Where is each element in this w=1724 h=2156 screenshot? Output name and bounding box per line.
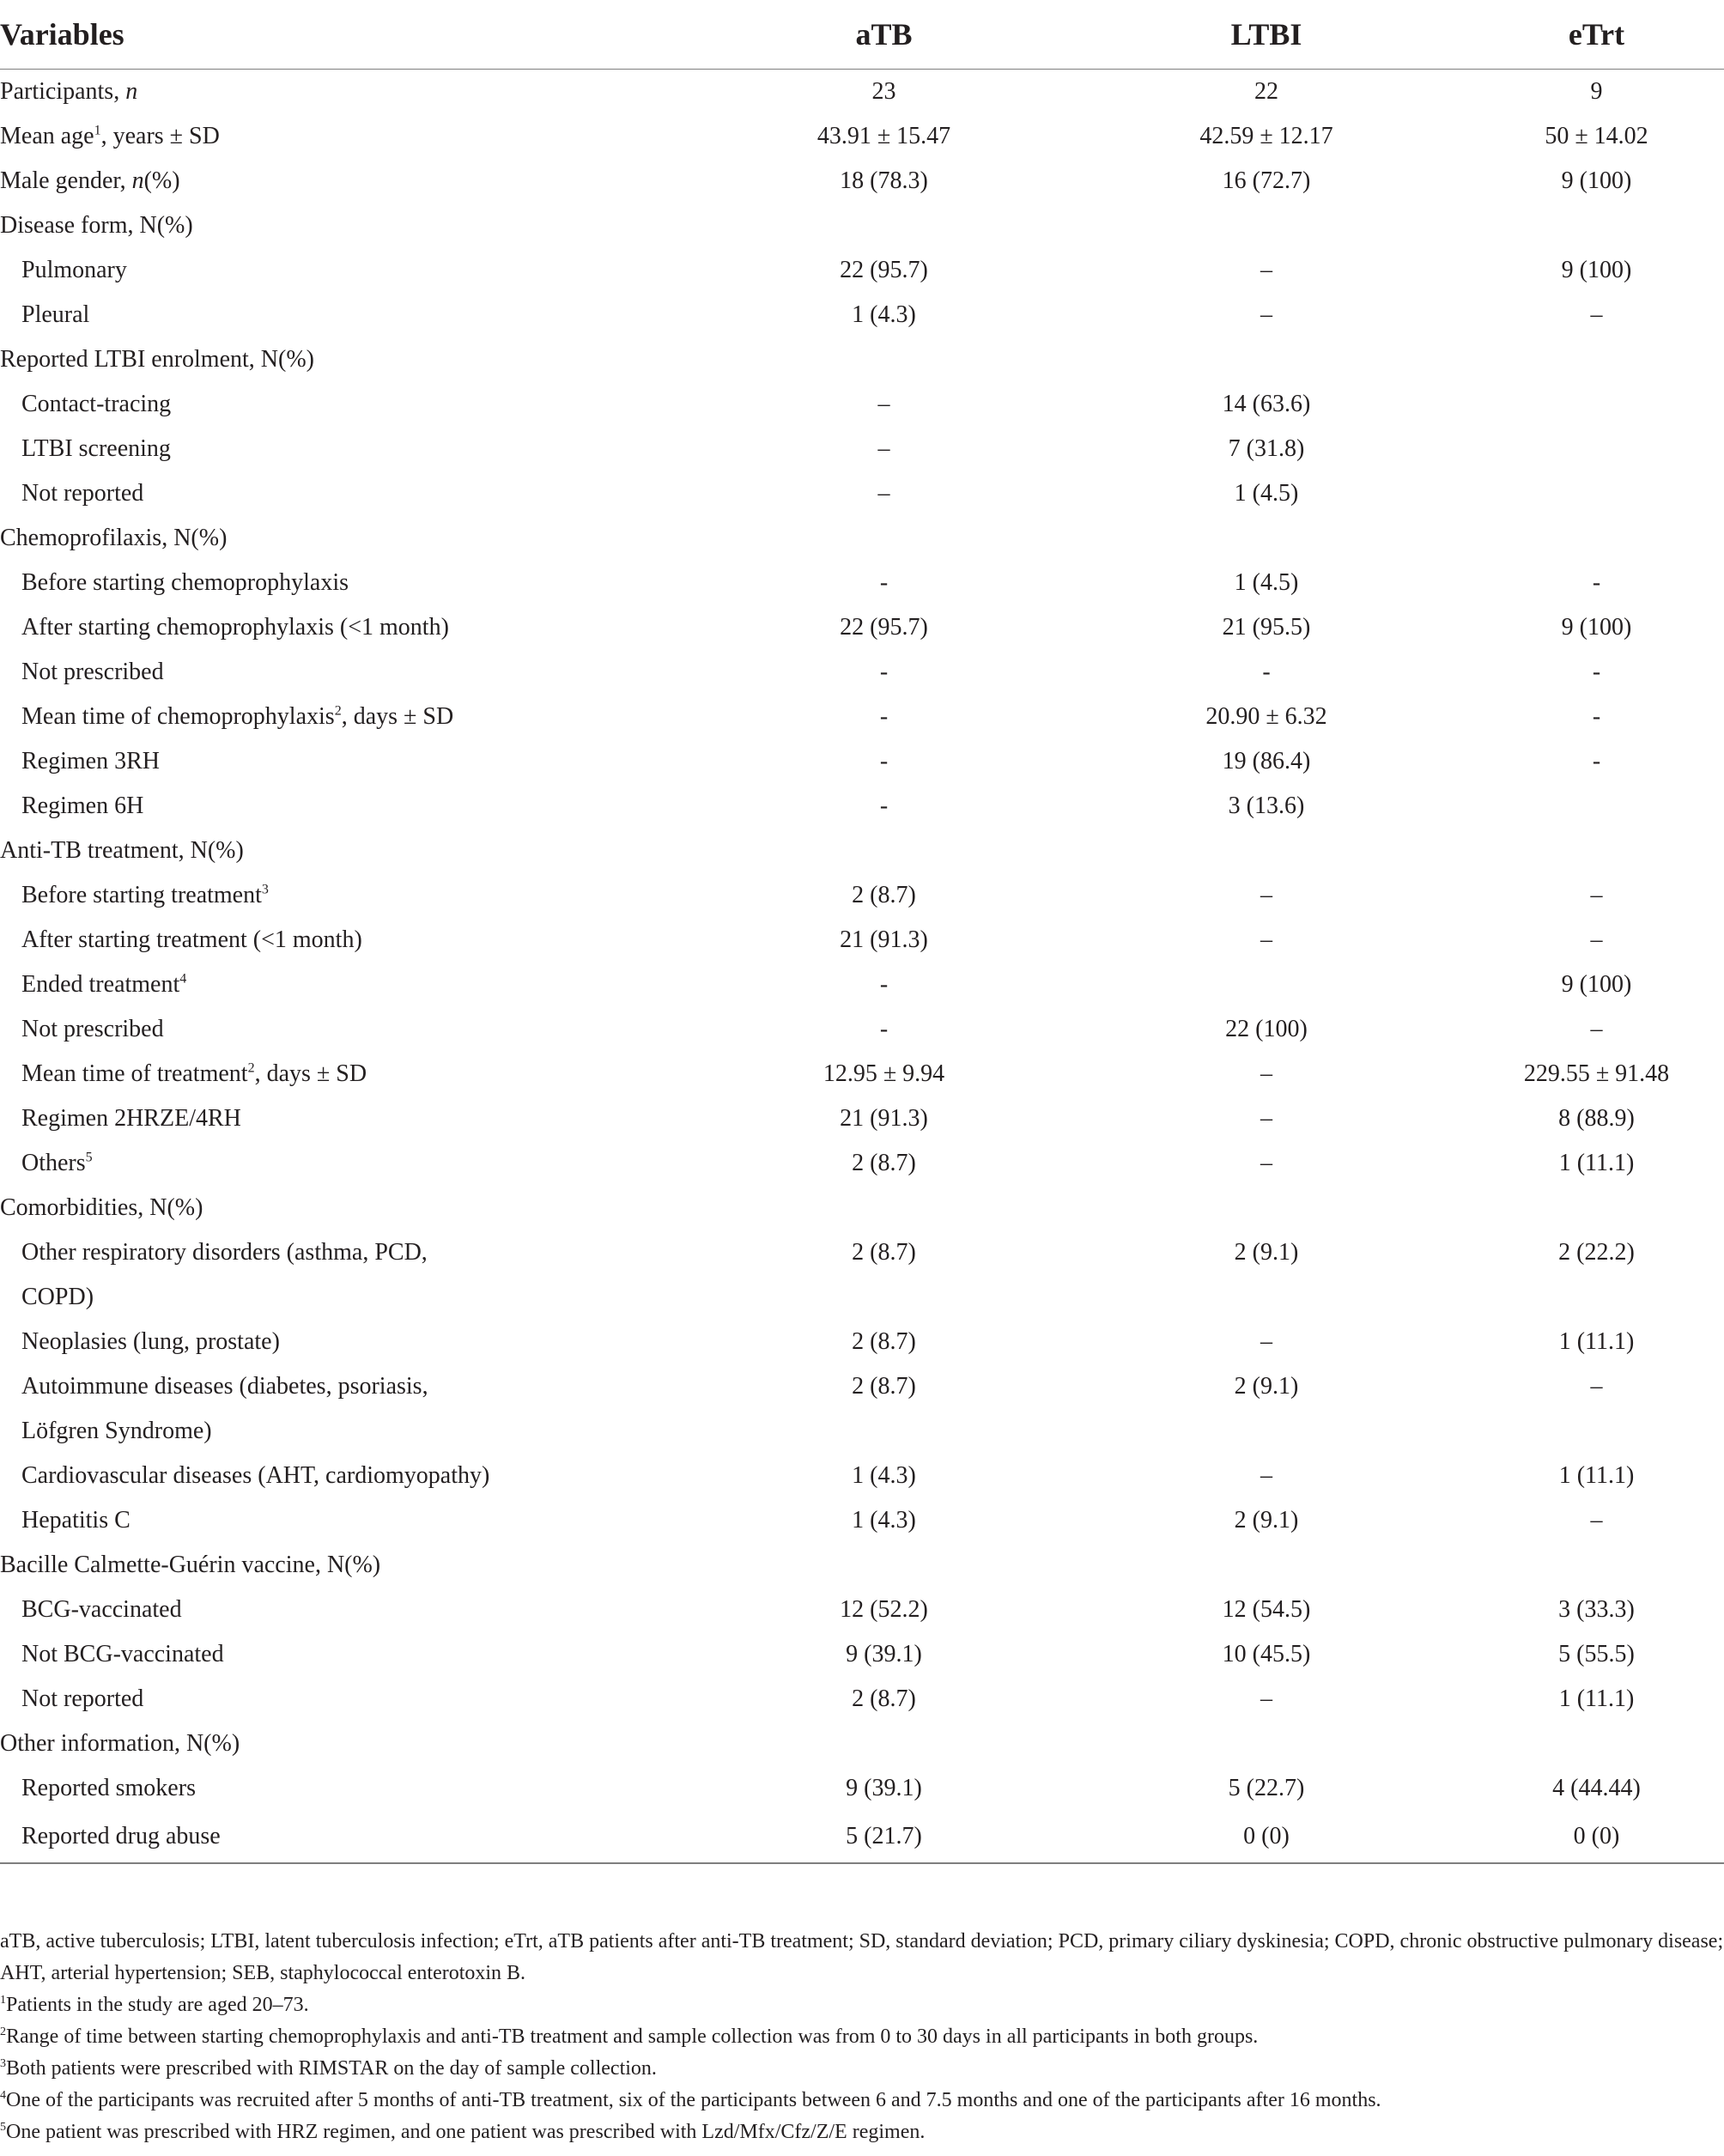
row-label-text: Reported LTBI enrolment, N(%) (0, 346, 314, 373)
table-row (0, 784, 1724, 829)
cell-ltbi: 14 (63.6) (1222, 391, 1311, 417)
cell-etrt: – (1590, 301, 1603, 328)
footnote-marker: 3 (261, 882, 269, 897)
cell-etrt: 229.55 ± 91.48 (1523, 1060, 1670, 1087)
row-label (0, 203, 704, 248)
table-row (0, 471, 1724, 516)
cell-etrt: 9 (100) (1561, 971, 1632, 998)
table-row (0, 427, 1724, 471)
row-label-text: Contact-tracing (21, 391, 172, 417)
cell-atb: - (879, 703, 889, 730)
footnote-list (0, 1989, 1724, 2148)
row-label-text: Reported smokers (21, 1775, 196, 1801)
cell-atb: 1 (4.3) (852, 1462, 916, 1489)
row-label-line2: Löfgren Syndrome) (21, 1418, 212, 1444)
footnote-mark: 4 (0, 2089, 6, 2102)
row-label (0, 427, 704, 471)
cell-atb (704, 829, 1064, 873)
cell-atb: 22 (95.7) (840, 614, 928, 641)
table-row (0, 739, 1724, 784)
footnote (0, 2053, 1724, 2085)
cell-ltbi (1064, 963, 1469, 1007)
cell-atb: 1 (4.3) (852, 1507, 916, 1533)
row-label-text: Participants, (0, 78, 126, 105)
cell-etrt: 3 (33.3) (1558, 1596, 1635, 1623)
row-label (0, 1677, 704, 1722)
row-label (0, 382, 704, 427)
cell-atb: 9 (39.1) (846, 1641, 922, 1667)
cell-ltbi: 7 (31.8) (1228, 435, 1305, 462)
cell-ltbi: 42.59 ± 12.17 (1199, 123, 1333, 149)
row-label-suffix: (%) (143, 167, 180, 194)
row-label-text: Bacille Calmette-Guérin vaccine, N(%) (0, 1552, 381, 1578)
table-row (0, 382, 1724, 427)
table-row (0, 203, 1724, 248)
table-row (0, 1632, 1724, 1677)
cell-ltbi: 19 (86.4) (1222, 748, 1311, 774)
cell-etrt (1469, 516, 1724, 561)
footnote-text: Patients in the study are aged 20–73. (6, 1994, 309, 2016)
cell-atb: - (879, 1016, 889, 1042)
cell-etrt: - (1592, 703, 1601, 730)
cell-atb: 12.95 ± 9.94 (823, 1060, 945, 1087)
row-label (0, 70, 704, 115)
table-row (0, 1811, 1724, 1863)
table-row (0, 1722, 1724, 1766)
cell-atb: – (877, 480, 890, 507)
cell-ltbi: 21 (95.5) (1222, 614, 1311, 641)
cell-etrt (1469, 337, 1724, 382)
row-label (0, 784, 704, 829)
row-label-text: Chemoprofilaxis, N(%) (0, 525, 228, 551)
row-label (0, 1141, 704, 1186)
row-label-text: Others (21, 1150, 86, 1176)
footnote-marker: 5 (85, 1150, 93, 1165)
table-header-row (0, 0, 1724, 70)
cell-ltbi: 10 (45.5) (1222, 1641, 1311, 1667)
cell-etrt: 4 (44.44) (1552, 1775, 1641, 1801)
table-row (0, 873, 1724, 918)
row-label-line2: COPD) (21, 1284, 94, 1310)
cell-etrt (1469, 1722, 1724, 1766)
table-row (0, 1498, 1724, 1543)
footnote (0, 2085, 1724, 2117)
row-label (0, 248, 704, 293)
cell-atb: 1 (4.3) (852, 301, 916, 328)
row-label-text: Disease form, N(%) (0, 212, 193, 239)
cell-etrt: 5 (55.5) (1558, 1641, 1635, 1667)
cell-etrt (1469, 427, 1724, 471)
row-label-text: Not prescribed (21, 1016, 164, 1042)
cell-ltbi: 1 (4.5) (1234, 569, 1299, 596)
row-label (0, 1052, 704, 1096)
cell-atb: - (879, 971, 889, 998)
row-label-suffix: , days ± SD (341, 703, 454, 730)
cell-ltbi (1064, 516, 1469, 561)
cell-etrt: - (1592, 569, 1601, 596)
cell-ltbi: – (1260, 1328, 1272, 1355)
row-label-text: LTBI screening (21, 435, 171, 462)
cell-etrt (1469, 1186, 1724, 1230)
row-label (0, 873, 704, 918)
row-label (0, 1588, 704, 1632)
table-row (0, 1677, 1724, 1722)
cell-ltbi: – (1260, 926, 1272, 953)
footnote-text: One patient was prescribed with HRZ regimen, and one patient was prescribed with Lzd/Mfx/Cfz/Z/E regimen. (6, 2121, 926, 2143)
row-label-text: Ended treatment (21, 971, 180, 998)
cell-ltbi: – (1260, 1105, 1272, 1132)
row-label-text: Other information, N(%) (0, 1730, 240, 1757)
table-row (0, 1364, 1724, 1454)
table-row (0, 293, 1724, 337)
row-label-text: Neoplasies (lung, prostate) (21, 1328, 280, 1355)
cell-etrt: - (1592, 748, 1601, 774)
table-row (0, 1007, 1724, 1052)
cell-atb: 22 (95.7) (840, 257, 928, 283)
cell-atb: 2 (8.7) (852, 1150, 916, 1176)
footnote-abbreviations: aTB, active tuberculosis; LTBI, latent tuberculosis infection; eTrt, aTB patients after anti-TB treatment; SD, standard deviation; PCD, primary ciliary dyskinesia; COPD, chronic obstructive pulmonary disease; AHT, arterial hypertension; SEB, staphylococcal enterotoxin B. (0, 1930, 1724, 1984)
cell-ltbi: 16 (72.7) (1222, 167, 1311, 194)
cell-etrt: 2 (22.2) (1558, 1239, 1635, 1266)
cell-ltbi (1064, 337, 1469, 382)
footnote-text: Range of time between starting chemoprophylaxis and anti-TB treatment and sample collection was from 0 to 30 days in all participants in both groups. (6, 2025, 1259, 2048)
row-label-text: Male gender, (0, 167, 132, 194)
cell-atb: – (877, 435, 890, 462)
footnote-marker: 2 (247, 1060, 255, 1076)
row-label-text: BCG-vaccinated (21, 1596, 182, 1623)
cell-etrt: 1 (11.1) (1558, 1328, 1635, 1355)
cell-etrt: 50 ± 14.02 (1545, 123, 1648, 149)
table-row (0, 248, 1724, 293)
cell-etrt (1469, 784, 1724, 829)
row-label (0, 1096, 704, 1141)
cell-ltbi: – (1260, 882, 1272, 908)
row-label (0, 829, 704, 873)
row-label-text: Hepatitis C (21, 1507, 131, 1533)
cell-ltbi (1064, 1186, 1469, 1230)
row-label-text: Mean age (0, 123, 94, 149)
row-label-text: Pulmonary (21, 257, 127, 283)
table-row (0, 337, 1724, 382)
cell-atb (704, 516, 1064, 561)
row-label-text: Other respiratory disorders (asthma, PCD, (21, 1239, 428, 1266)
cell-etrt: – (1590, 882, 1603, 908)
table-row (0, 1052, 1724, 1096)
row-label-text: Not reported (21, 480, 144, 507)
cell-etrt: – (1590, 1373, 1603, 1400)
cell-ltbi: – (1260, 1150, 1272, 1176)
cell-ltbi: – (1260, 301, 1272, 328)
row-label (0, 516, 704, 561)
footnote-text: Both patients were prescribed with RIMSTAR on the day of sample collection. (6, 2057, 657, 2080)
table-row (0, 1588, 1724, 1632)
cell-atb: - (879, 748, 889, 774)
footnote-mark: 5 (0, 2121, 6, 2134)
table-body (0, 70, 1724, 1864)
cell-ltbi: 3 (13.6) (1228, 793, 1305, 819)
row-label (0, 471, 704, 516)
cell-atb: 12 (52.2) (840, 1596, 928, 1623)
cell-atb (704, 1722, 1064, 1766)
row-label-text: Not BCG-vaccinated (21, 1641, 224, 1667)
footnote (0, 2021, 1724, 2053)
footnote-mark: 3 (0, 2057, 6, 2070)
cell-atb: 9 (39.1) (846, 1775, 922, 1801)
table-row (0, 695, 1724, 739)
footnote (0, 1989, 1724, 2021)
cell-ltbi: 22 (1254, 78, 1278, 105)
row-label-italic: n (131, 167, 144, 194)
row-label-text: Cardiovascular diseases (AHT, cardiomyopathy) (21, 1462, 490, 1489)
cell-atb: 43.91 ± 15.47 (816, 123, 951, 149)
cell-ltbi (1064, 203, 1469, 248)
row-label-italic: n (125, 78, 138, 105)
cell-etrt: 0 (0) (1469, 1811, 1724, 1863)
footnote (0, 2117, 1724, 2148)
header-ltbi: LTBI (1064, 0, 1469, 70)
cell-ltbi: - (1262, 659, 1271, 685)
table-row (0, 1096, 1724, 1141)
row-label-suffix: , years ± SD (100, 123, 220, 149)
row-label (0, 1543, 704, 1588)
table-row (0, 70, 1724, 115)
row-label-text: Not prescribed (21, 659, 164, 685)
row-label-text: Regimen 6H (21, 793, 144, 819)
cell-etrt (1469, 203, 1724, 248)
table-row (0, 516, 1724, 561)
cell-etrt: - (1592, 659, 1601, 685)
row-label-text: Before starting chemoprophylaxis (21, 569, 349, 596)
table-footnotes (0, 1926, 1724, 2148)
cell-atb: 21 (91.3) (840, 1105, 928, 1132)
table-row (0, 829, 1724, 873)
row-label-text: Autoimmune diseases (diabetes, psoriasis, (21, 1373, 428, 1400)
row-label-text: After starting chemoprophylaxis (<1 month) (21, 614, 449, 641)
cell-ltbi: – (1260, 257, 1272, 283)
table-row (0, 918, 1724, 963)
footnote-text: One of the participants was recruited after 5 months of anti-TB treatment, six of the participants between 6 and 7.5 months and one of the participants after 16 months. (6, 2089, 1381, 2111)
row-label (0, 1632, 704, 1677)
cell-atb: - (879, 659, 889, 685)
cell-ltbi: 1 (4.5) (1234, 480, 1299, 507)
cell-ltbi: 0 (0) (1064, 1811, 1469, 1863)
table-row (0, 1141, 1724, 1186)
header-etrt: eTrt (1469, 0, 1724, 70)
cell-atb: 2 (8.7) (852, 882, 916, 908)
table-row (0, 114, 1724, 159)
row-label-suffix: , days ± SD (254, 1060, 367, 1087)
table-row (0, 1543, 1724, 1588)
row-label (0, 1320, 704, 1364)
cell-ltbi (1064, 1722, 1469, 1766)
cell-atb (704, 203, 1064, 248)
cell-atb: 2 (8.7) (852, 1328, 916, 1355)
table-row (0, 650, 1724, 695)
cell-etrt: 9 (100) (1561, 167, 1632, 194)
cell-etrt: 1 (11.1) (1558, 1150, 1635, 1176)
row-label (0, 293, 704, 337)
row-label (0, 1186, 704, 1230)
cell-ltbi: 2 (9.1) (1234, 1239, 1299, 1266)
row-label-text: Regimen 2HRZE/4RH (21, 1105, 241, 1132)
cell-atb (704, 1543, 1064, 1588)
row-label (0, 114, 704, 159)
cell-etrt: 9 (100) (1561, 257, 1632, 283)
row-label (0, 1811, 704, 1863)
cell-ltbi: – (1260, 1685, 1272, 1712)
table-row (0, 159, 1724, 203)
row-label (0, 605, 704, 650)
table-row (0, 963, 1724, 1007)
row-label (0, 1766, 704, 1811)
cell-ltbi: 20.90 ± 6.32 (1205, 703, 1327, 730)
cell-etrt (1469, 471, 1724, 516)
cell-atb: 23 (871, 78, 896, 105)
cell-etrt: – (1590, 1016, 1603, 1042)
cell-atb: - (879, 569, 889, 596)
cell-ltbi: 2 (9.1) (1234, 1373, 1299, 1400)
row-label (0, 1722, 704, 1766)
cell-etrt: 1 (11.1) (1558, 1685, 1635, 1712)
row-label (0, 159, 704, 203)
row-label (0, 918, 704, 963)
row-label (0, 739, 704, 784)
cell-atb: 18 (78.3) (840, 167, 928, 194)
row-label (0, 1007, 704, 1052)
cell-atb (704, 337, 1064, 382)
table-row (0, 1454, 1724, 1498)
cell-atb: 2 (8.7) (852, 1239, 916, 1266)
footnote-mark: 2 (0, 2025, 6, 2038)
row-label (0, 963, 704, 1007)
header-variables: Variables (0, 0, 704, 70)
cell-etrt: 9 (100) (1561, 614, 1632, 641)
table-row (0, 561, 1724, 605)
row-label-text: Not reported (21, 1685, 144, 1712)
row-label (0, 1364, 704, 1454)
cell-ltbi: 12 (54.5) (1222, 1596, 1311, 1623)
row-label (0, 337, 704, 382)
row-label (0, 561, 704, 605)
row-label-text: Comorbidities, N(%) (0, 1194, 203, 1221)
footnote-marker: 1 (94, 123, 101, 138)
footnote-marker: 2 (334, 703, 342, 719)
cell-atb (704, 1186, 1064, 1230)
table-row (0, 1320, 1724, 1364)
row-label (0, 1454, 704, 1498)
row-label-text: Mean time of treatment (21, 1060, 248, 1087)
cell-etrt: 1 (11.1) (1558, 1462, 1635, 1489)
cell-ltbi: – (1260, 1060, 1272, 1087)
row-label-text: Anti-TB treatment, N(%) (0, 837, 244, 864)
row-label (0, 695, 704, 739)
cell-ltbi: – (1260, 1462, 1272, 1489)
cell-etrt: 8 (88.9) (1558, 1105, 1635, 1132)
cell-etrt (1469, 1543, 1724, 1588)
cell-ltbi (1064, 1543, 1469, 1588)
cell-atb: 2 (8.7) (852, 1685, 916, 1712)
footnote-marker: 4 (179, 971, 187, 987)
row-label (0, 650, 704, 695)
cell-etrt: 9 (1590, 78, 1603, 105)
cell-atb: 5 (21.7) (704, 1811, 1064, 1863)
row-label-text: Mean time of chemoprophylaxis (21, 703, 335, 730)
row-label-text: Pleural (21, 301, 90, 328)
table-row (0, 605, 1724, 650)
row-label (0, 1498, 704, 1543)
row-label-text: Before starting treatment (21, 882, 262, 908)
cell-atb: 2 (8.7) (852, 1373, 916, 1400)
cell-etrt: – (1590, 1507, 1603, 1533)
cell-atb: - (879, 793, 889, 819)
cell-etrt (1469, 829, 1724, 873)
row-label-text: Regimen 3RH (21, 748, 160, 774)
table-row (0, 1230, 1724, 1320)
row-label-text: Reported drug abuse (21, 1823, 221, 1849)
cell-ltbi: 22 (100) (1225, 1016, 1308, 1042)
cell-atb: 21 (91.3) (840, 926, 928, 953)
header-atb: aTB (704, 0, 1064, 70)
cell-ltbi: 5 (22.7) (1228, 1775, 1305, 1801)
cell-ltbi (1064, 829, 1469, 873)
cell-etrt: – (1590, 926, 1603, 953)
footnote-mark: 1 (0, 1994, 6, 2007)
row-label (0, 1230, 704, 1320)
table-row (0, 1186, 1724, 1230)
cell-ltbi: 2 (9.1) (1234, 1507, 1299, 1533)
row-label-text: After starting treatment (<1 month) (21, 926, 362, 953)
cell-etrt (1469, 382, 1724, 427)
table-row (0, 1766, 1724, 1811)
cell-atb: – (877, 391, 890, 417)
